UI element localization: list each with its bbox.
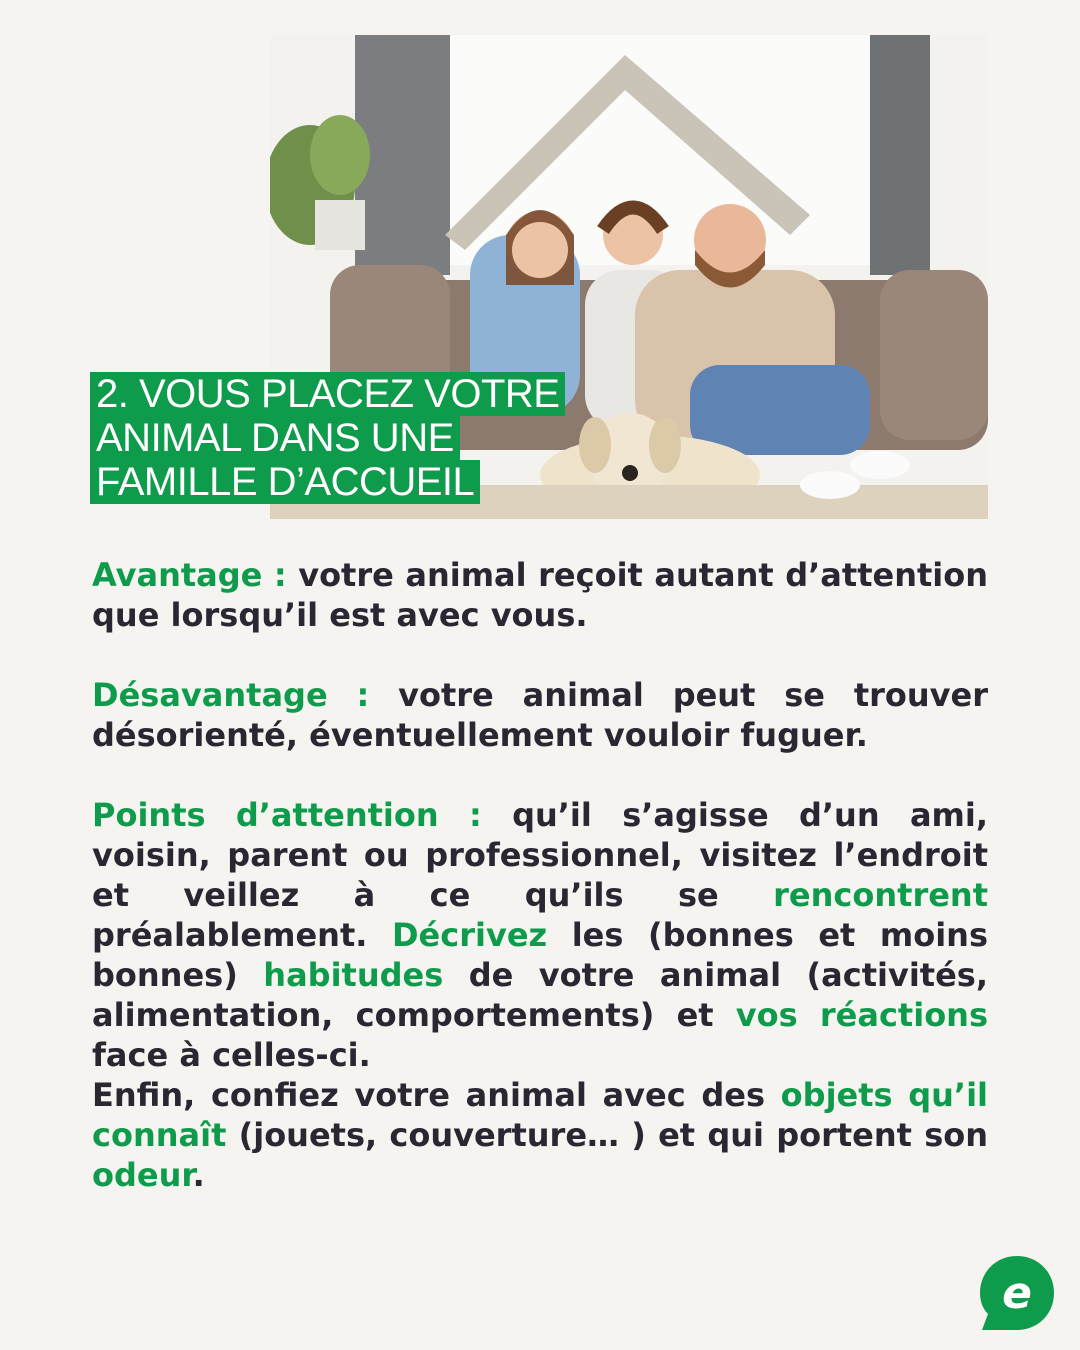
desavantage-paragraph bbox=[92, 675, 988, 755]
title-line-3: FAMILLE D’ACCUEIL bbox=[90, 460, 480, 504]
points-label: Points d’attention : bbox=[92, 796, 482, 834]
brand-logo bbox=[976, 1252, 1058, 1334]
points-highlight-1: rencontrent bbox=[773, 876, 988, 914]
points-text-2: préalablement. bbox=[92, 916, 392, 954]
body-text bbox=[92, 555, 988, 1195]
avantage-text: votre animal reçoit autant d’attention que lorsqu’il est avec vous. bbox=[92, 556, 989, 634]
desavantage-label: Désavantage : bbox=[92, 676, 370, 714]
logo-letter: e bbox=[1002, 1268, 1032, 1319]
points-highlight-4: vos réactions bbox=[735, 996, 989, 1034]
enfin-text-3: . bbox=[192, 1156, 205, 1194]
enfin-paragraph bbox=[92, 1075, 988, 1195]
enfin-highlight-2: odeur bbox=[92, 1156, 193, 1194]
enfin-text-2: (jouets, couverture… ) et qui portent son bbox=[226, 1116, 988, 1154]
avantage-label: Avantage : bbox=[92, 556, 287, 594]
points-text-1: qu’il s’agisse d’un ami, voisin, parent ou professionnel, visitez l’endroit et veillez à ce qu’ils se bbox=[92, 796, 988, 914]
enfin-highlight-1: objets qu’il connaît bbox=[92, 1076, 989, 1154]
points-highlight-3: habitudes bbox=[263, 956, 444, 994]
desavantage-text: votre animal peut se trouver désorienté, éventuellement vouloir fuguer. bbox=[92, 676, 988, 754]
points-text-4: de votre animal (activités, alimentation, comportements) et bbox=[92, 956, 989, 1034]
points-text-5: face à celles-ci. bbox=[92, 1036, 371, 1074]
title-line-2: ANIMAL DANS UNE bbox=[90, 416, 460, 460]
brand-e-logo-icon bbox=[976, 1252, 1058, 1334]
points-text-3: les (bonnes et moins bonnes) bbox=[92, 916, 989, 994]
points-paragraph bbox=[92, 795, 988, 1075]
enfin-text-1: Enfin, confiez votre animal avec des bbox=[92, 1076, 781, 1114]
section-title bbox=[90, 372, 565, 504]
title-line-1: 2. VOUS PLACEZ VOTRE bbox=[90, 372, 565, 416]
avantage-paragraph bbox=[92, 555, 988, 635]
points-highlight-2: Décrivez bbox=[391, 916, 548, 954]
